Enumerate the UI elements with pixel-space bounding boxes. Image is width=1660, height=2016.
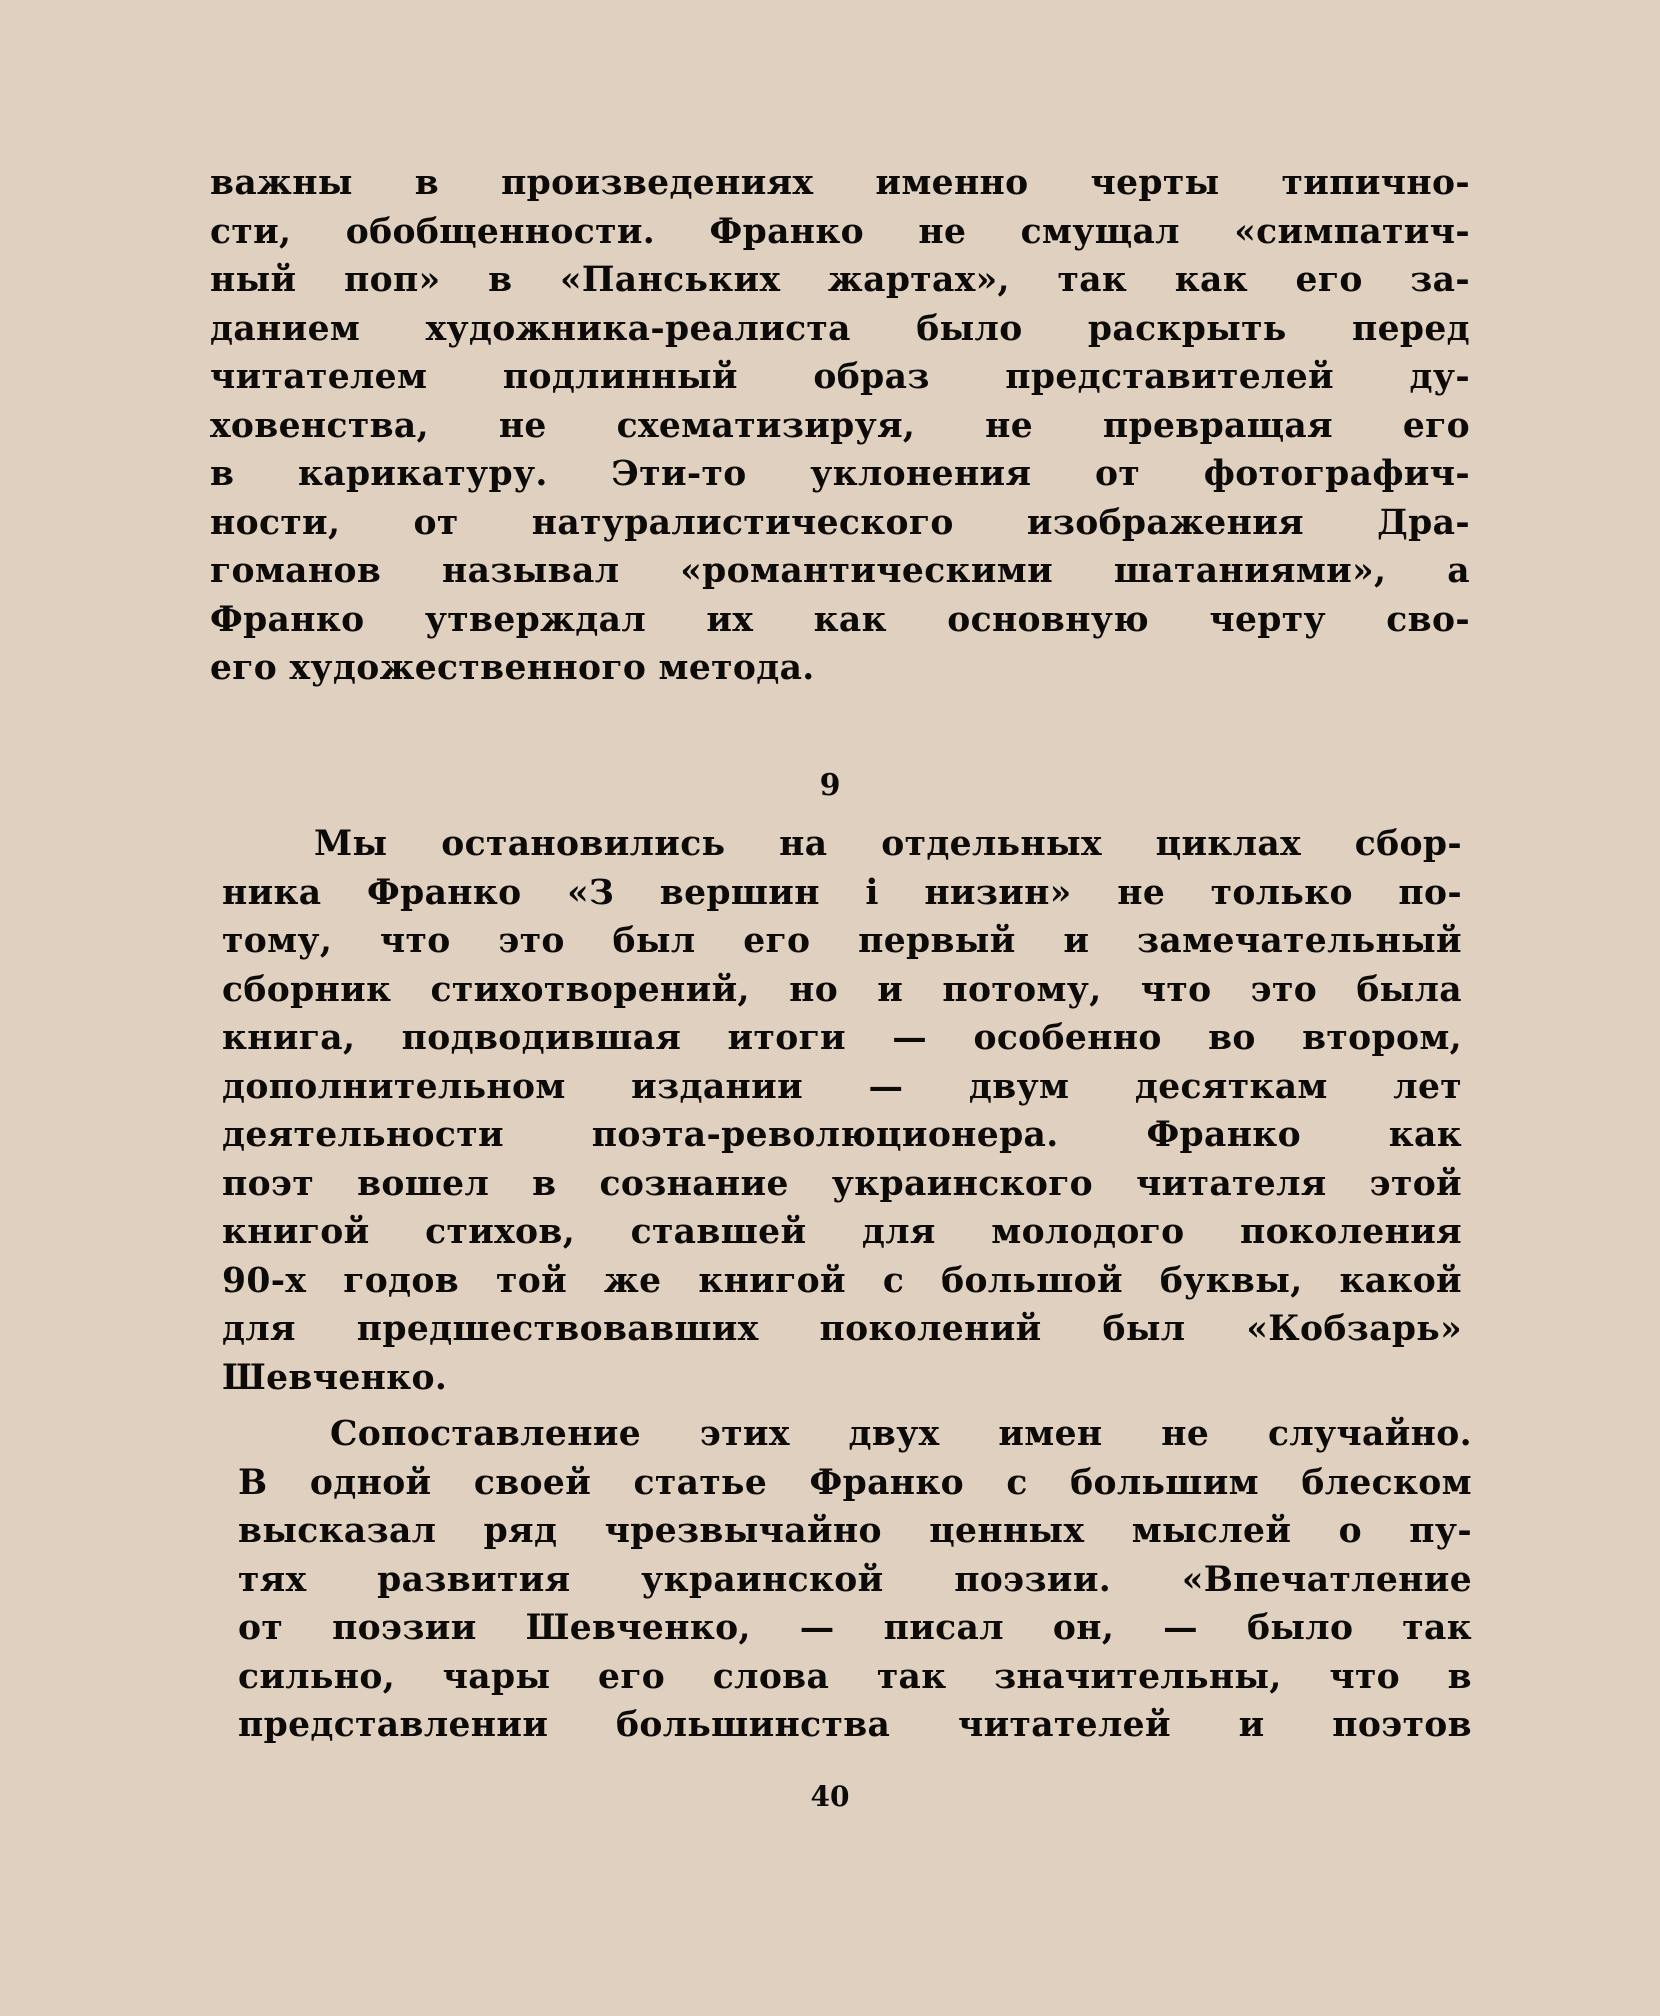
paragraph-middle [222,820,1462,1402]
text-line: сильно, чары его слова так значительны, что в [238,1656,1472,1697]
text-line: данием художника-реалиста было раскрыть перед [210,308,1470,349]
text-line: Мы остановились на отдельных циклах сбор- [314,824,1462,864]
text-line: дополнительном издании — двум десяткам лет [222,1066,1462,1107]
text-line: представлении большинства читателей и поэтов [238,1705,1472,1745]
text-line: тому, что это был его первый и замечательный [222,921,1462,961]
text-line: книга, подводившая итоги — особенно во втором, [222,1018,1462,1058]
text-line: Шевченко. [222,1357,448,1398]
text-line: книгой стихов, ставшей для молодого поколения [222,1212,1462,1252]
section-number: 9 [819,768,841,803]
text-line: гоманов называл «романтическими шатаниями», а [210,551,1470,591]
text-line: поэт вошел в сознание украинского читателя этой [222,1163,1462,1204]
text-line: ника Франко «З вершин і низин» не только по- [222,872,1462,913]
text-line: деятельности поэта-революционера. Франко как [222,1115,1462,1155]
text-line: сти, обобщенности. Франко не смущал «симпатич- [210,211,1470,252]
text-line: важны в произведениях именно черты типично- [210,163,1470,203]
text-line: ховенства, не схематизируя, не превращая его [210,405,1470,446]
text-line: В одной своей статье Франко с большим блеском [238,1462,1472,1503]
text-line: сборник стихотворений, но и потому, что это была [222,969,1462,1010]
text-line: Франко утверждал их как основную черту сво- [210,599,1470,640]
text-line: ности, от натуралистического изображения Дра- [210,502,1470,543]
text-line: Сопоставление этих двух имен не случайно. [330,1414,1472,1454]
paragraph-bottom [238,1410,1472,1750]
text-line: ный поп» в «Панських жартах», так как его за- [210,260,1470,300]
page-number: 40 [810,1780,850,1813]
text-line: для предшествовавших поколений был «Кобзарь» [222,1309,1462,1349]
text-line: его художественного метода. [210,648,815,688]
text-line: высказал ряд чрезвычайно ценных мыслей о пу- [238,1511,1472,1551]
text-line: в карикатуру. Эти-то уклонения от фотографич- [210,454,1470,494]
text-line: от поэзии Шевченко, — писал он, — было так [238,1608,1472,1648]
text-line: читателем подлинный образ представителей ду- [210,357,1470,397]
paragraph-top [210,159,1470,693]
text-line: 90-х годов той же книгой с большой буквы, какой [222,1260,1462,1301]
text-line: тях развития украинской поэзии. «Впечатление [238,1559,1472,1600]
